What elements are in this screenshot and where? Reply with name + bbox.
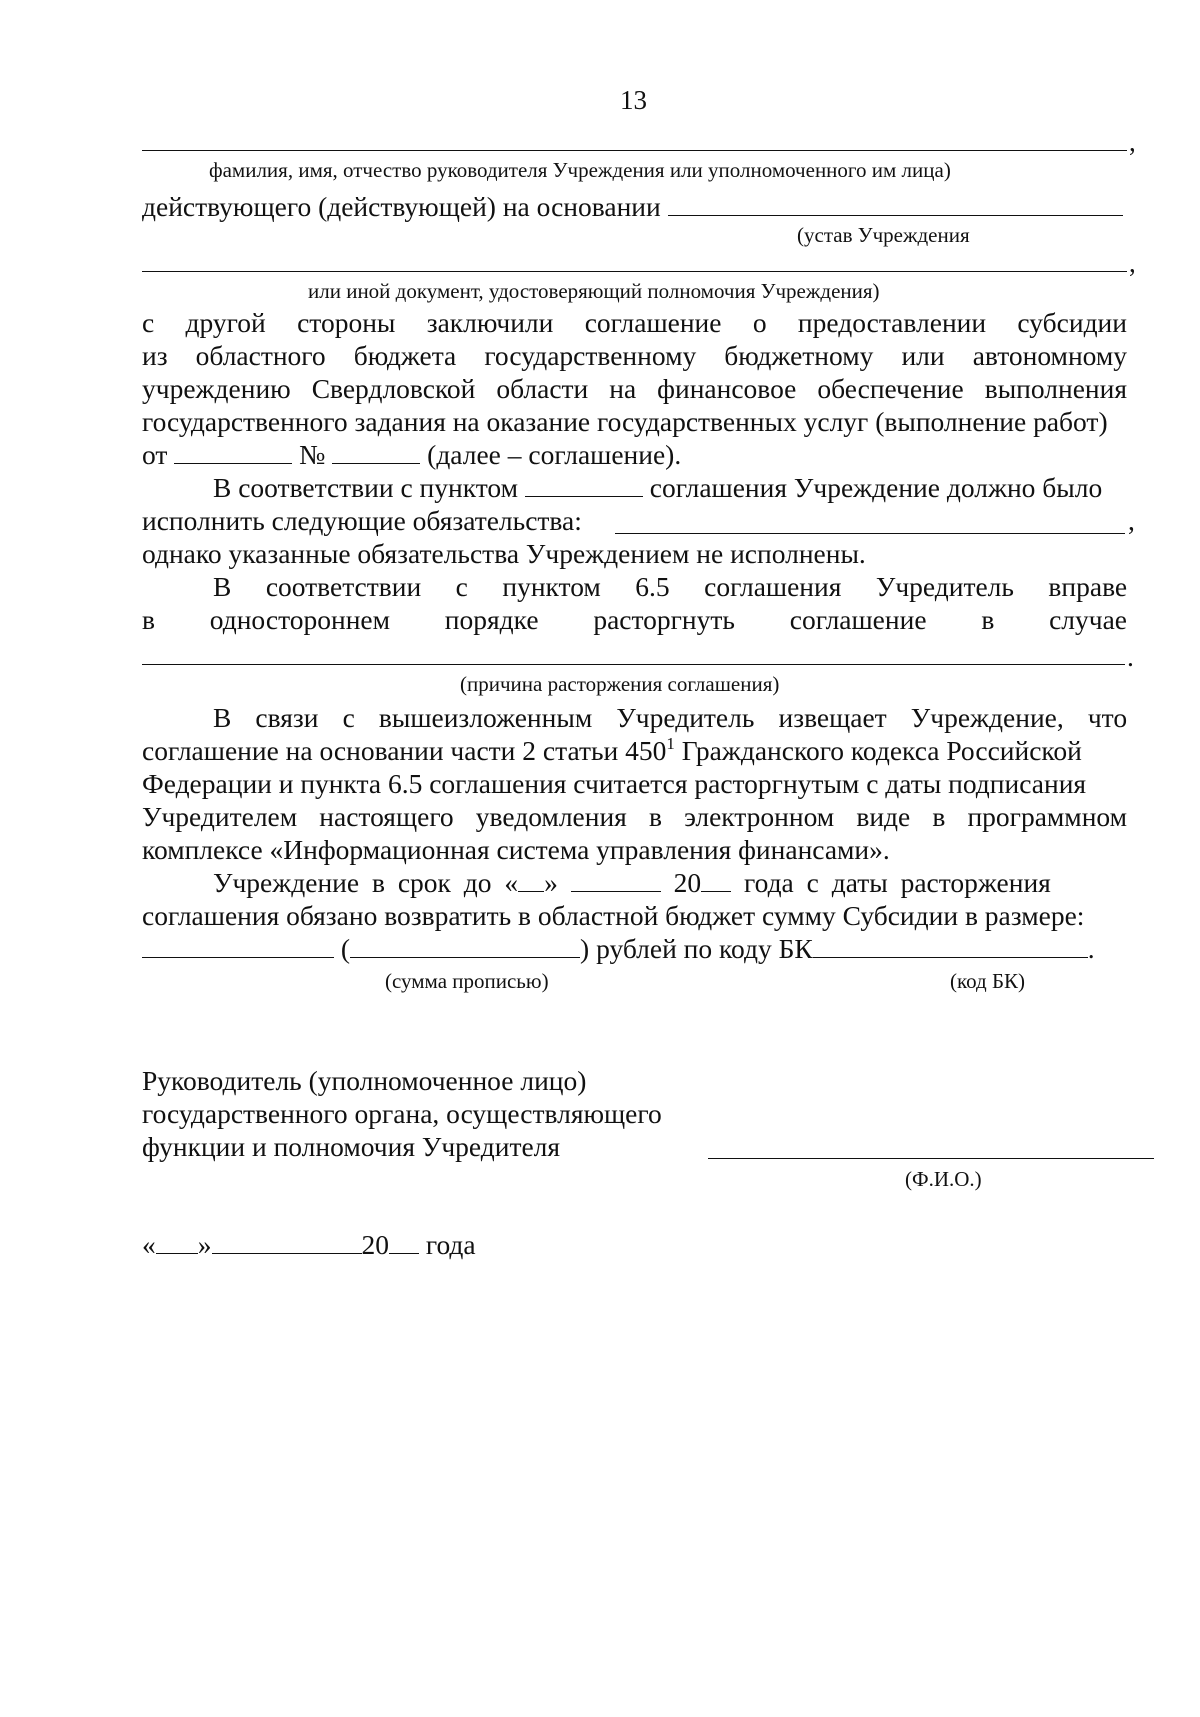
date-line [142, 1228, 476, 1261]
from-label: от [142, 439, 168, 470]
paragraph-5-line-3 [142, 932, 1095, 965]
paragraph-3-line-1 [213, 570, 1127, 603]
word: настоящего [319, 801, 454, 832]
signature-line-3: функции и полномочия Учредителя [142, 1131, 561, 1162]
day-blank[interactable] [518, 869, 544, 892]
clause-text: В соответствии с пунктом [213, 472, 519, 503]
paragraph-2-line-1 [213, 471, 1102, 504]
basis-blank-line[interactable] [668, 215, 1123, 216]
word: В [213, 571, 232, 602]
word: 6.5 [635, 571, 670, 602]
open-quote: « [142, 1229, 156, 1260]
caption-signature-fio: (Ф.И.О.) [905, 1167, 982, 1191]
comma-mark: , [1129, 248, 1136, 278]
year-prefix: 20 [361, 1229, 389, 1260]
number-sign: № [299, 439, 326, 470]
paragraph-1-line-2 [142, 339, 1127, 372]
year-word: года [425, 1229, 476, 1260]
word: выполнения [984, 373, 1127, 404]
word: вышеизложенным [378, 702, 593, 733]
word: что [1087, 702, 1128, 733]
open-paren: ( [340, 933, 351, 964]
period-mark: . [1087, 933, 1095, 964]
paragraph-4-line-2 [142, 734, 1082, 767]
paragraph-1-line-1 [142, 306, 1127, 339]
word: Учредитель [875, 571, 1014, 602]
word: уведомления [475, 801, 627, 832]
paragraph-4-line-3: Федерации и пункта 6.5 соглашения считается расторгнутым с даты подписания [142, 768, 1087, 799]
paragraph-4-line-5: комплексе «Информационная система управления финансами». [142, 834, 890, 865]
word: в [981, 604, 995, 635]
word: заключили [426, 307, 554, 338]
date-year-blank[interactable] [389, 1231, 419, 1254]
word: о [752, 307, 767, 338]
word: Учредителем [142, 801, 298, 832]
clause-number-blank[interactable] [525, 474, 643, 497]
word: с [142, 307, 155, 338]
rubles-kbk-label: ) рублей по коду БК [580, 933, 813, 964]
text-segment: Учреждение в срок до « [213, 867, 519, 898]
word: В [213, 702, 232, 733]
word: пунктом [502, 571, 601, 602]
word: бюджетному [724, 340, 874, 371]
year-blank[interactable] [701, 869, 731, 892]
paragraph-3-line-2 [142, 603, 1127, 636]
word: финансовое [657, 373, 797, 404]
number-blank[interactable] [332, 441, 420, 464]
text-segment: соглашение на основании части 2 статьи 450 [142, 735, 667, 766]
word: с [455, 571, 468, 602]
date-month-blank[interactable] [212, 1231, 362, 1254]
word: вправе [1048, 571, 1128, 602]
paragraph-5-line-2: соглашения обязано возвратить в областной бюджет сумму Субсидии в размере: [142, 900, 1085, 931]
paragraph-2-line-2: исполнить следующие обязательства: [142, 505, 582, 536]
paragraph-5-line-1 [213, 866, 1051, 899]
caption-charter: (устав Учреждения [797, 223, 970, 247]
word: стороны [297, 307, 396, 338]
word: учреждению [142, 373, 291, 404]
page-number: 13 [620, 85, 647, 115]
word: связи [255, 702, 319, 733]
period-mark: . [1127, 641, 1134, 672]
word: в [648, 801, 662, 832]
word: Учредитель [616, 702, 755, 733]
text-segment: » [544, 867, 558, 898]
word: Свердловской [311, 373, 476, 404]
word: электронном [684, 801, 835, 832]
amount-digits-blank[interactable] [142, 935, 334, 958]
signature-line-1: Руководитель (уполномоченное лицо) [142, 1065, 587, 1096]
caption-fio: фамилия, имя, отчество руководителя Учреждения или уполномоченного им лица) [209, 158, 951, 182]
word: субсидии [1017, 307, 1127, 338]
signature-line-2: государственного органа, осуществляющего [142, 1098, 662, 1129]
word: обеспечение [817, 373, 964, 404]
word: соответствии [265, 571, 422, 602]
caption-other-doc: или иной документ, удостоверяющий полномочия Учреждения) [308, 279, 880, 303]
word: порядке [444, 604, 539, 635]
acting-on-basis-label: действующего (действующей) на основании [142, 191, 661, 222]
superscript: 1 [666, 734, 675, 753]
close-quote: » [197, 1229, 212, 1260]
paragraph-1-line-3 [142, 372, 1127, 405]
basis-doc-blank-line[interactable] [142, 271, 1127, 272]
fio-blank-line[interactable] [142, 150, 1127, 151]
word: случае [1049, 604, 1128, 635]
paragraph-1-line-4: государственного задания на оказание государственных услуг (выполнение работ) [142, 406, 1108, 437]
caption-termination-reason: (причина расторжения соглашения) [460, 672, 780, 696]
word: или [901, 340, 945, 371]
word: государственному [484, 340, 697, 371]
clause-text-tail: соглашения Учреждение должно было [649, 472, 1103, 503]
signature-fio-blank-line[interactable] [708, 1158, 1154, 1159]
word: области [496, 373, 589, 404]
word: Учреждение, [910, 702, 1064, 733]
word: соглашение [584, 307, 722, 338]
word: виде [856, 801, 911, 832]
paragraph-4-line-1 [213, 701, 1127, 734]
obligations-blank-line[interactable] [615, 533, 1125, 534]
word: соглашения [704, 571, 842, 602]
kbk-blank[interactable] [813, 935, 1088, 958]
word: автономному [972, 340, 1128, 371]
caption-amount-in-words: (сумма прописью) [385, 969, 549, 993]
word: на [609, 373, 637, 404]
paragraph-4-line-4 [142, 800, 1127, 833]
year-prefix: 20 [673, 867, 702, 898]
month-blank[interactable] [571, 869, 661, 892]
word: другой [185, 307, 266, 338]
agreement-note: (далее – соглашение). [427, 439, 682, 470]
date-day-blank[interactable] [156, 1231, 198, 1254]
word: в одностороннем [142, 604, 391, 635]
paragraph-2-line-3: однако указанные обязательства Учреждением не исполнены. [142, 538, 866, 569]
caption-kbk: (код БК) [950, 969, 1026, 993]
word: программном [967, 801, 1128, 832]
text-segment: года с даты расторжения [744, 867, 1051, 898]
paragraph-1-line-5 [142, 438, 681, 471]
word: с [342, 702, 355, 733]
word: в [932, 801, 946, 832]
date-blank[interactable] [174, 441, 292, 464]
termination-reason-blank-line[interactable] [142, 664, 1125, 665]
comma-mark: , [1129, 127, 1136, 157]
word: извещает [778, 702, 887, 733]
word: бюджета [353, 340, 457, 371]
word: из областного [142, 340, 326, 371]
amount-words-blank[interactable] [350, 935, 580, 958]
comma-mark: , [1128, 505, 1135, 536]
word: предоставлении [797, 307, 987, 338]
word: расторгнуть [593, 604, 735, 635]
text-segment: Гражданского кодекса Российской [674, 735, 1082, 766]
word: соглашение [789, 604, 927, 635]
